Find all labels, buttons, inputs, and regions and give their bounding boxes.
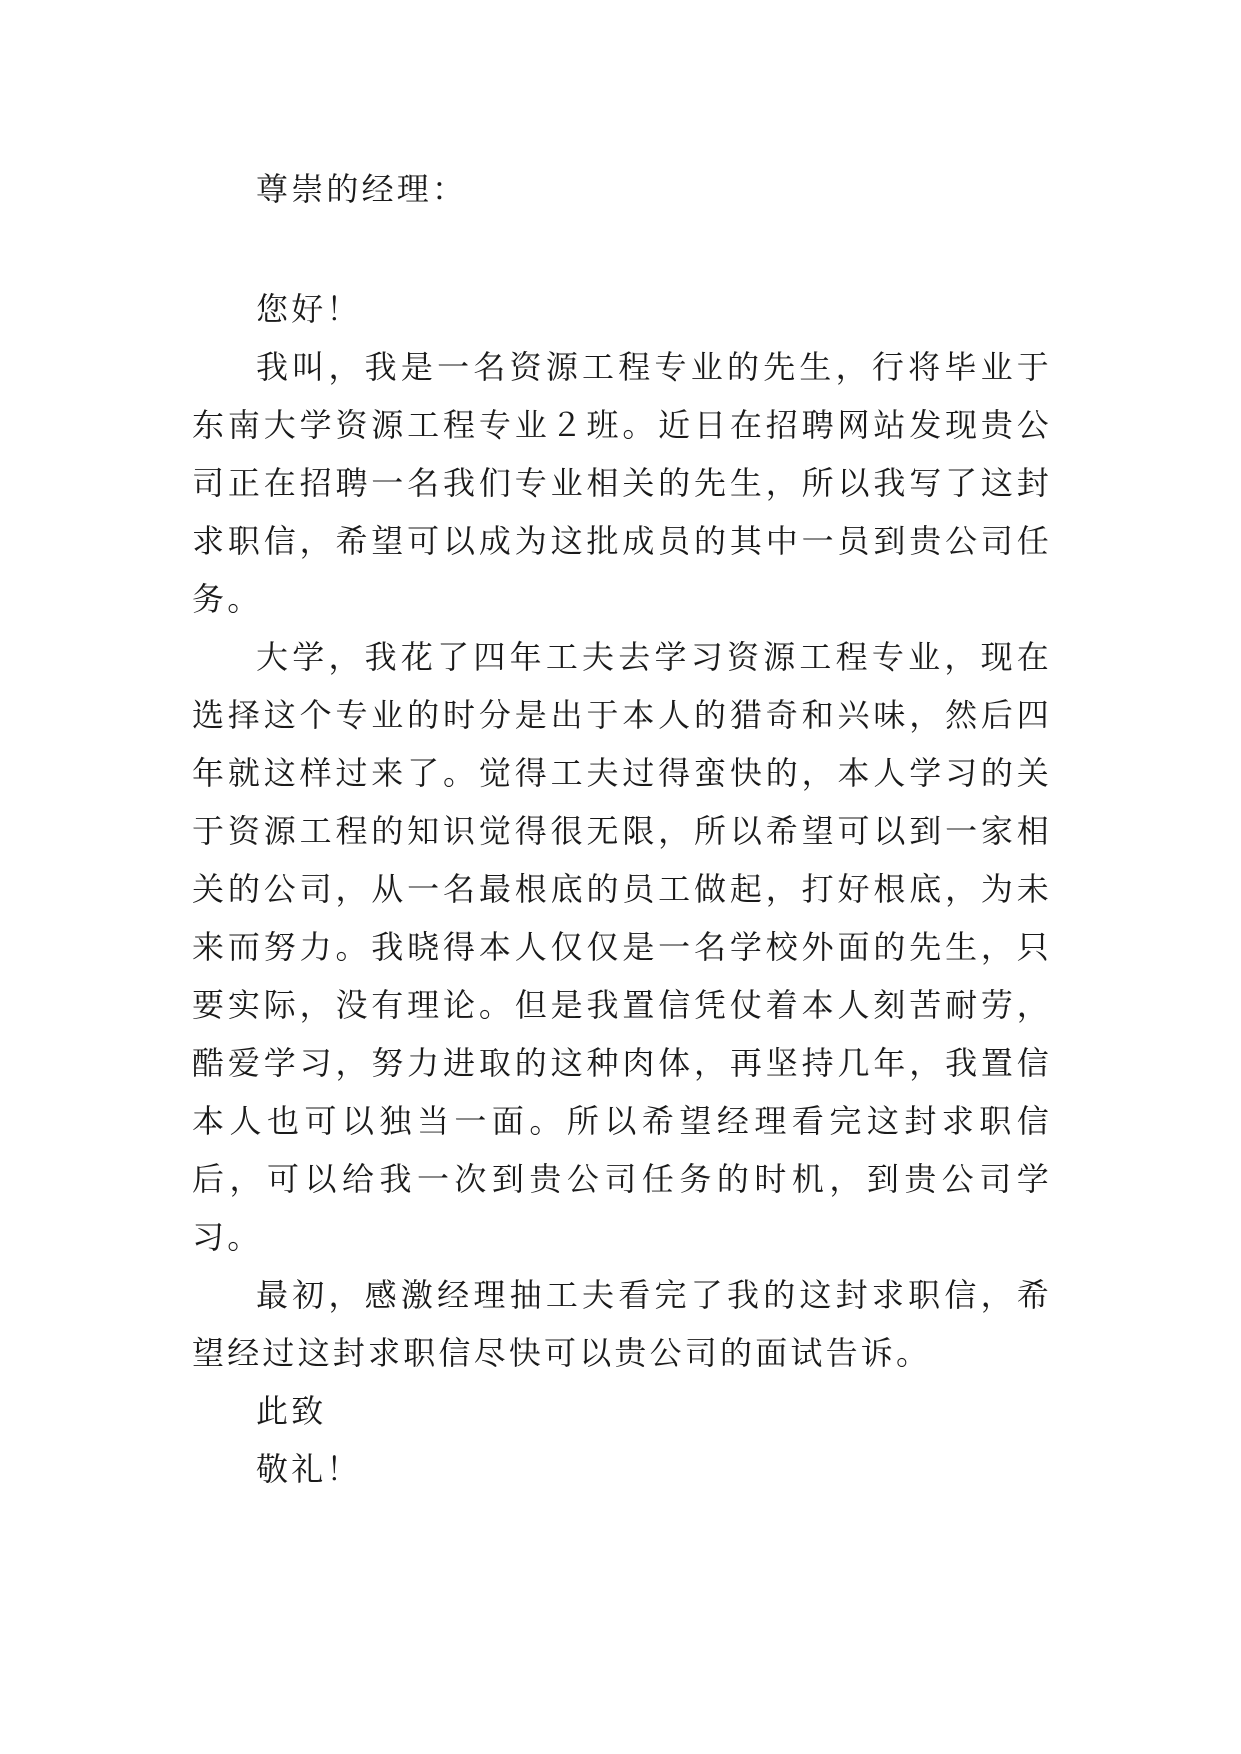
letter-greeting: 您好！ — [256, 290, 362, 328]
letter-paragraph-thanks: 最初，感激经理抽工夫看完了我的这封求职信，希望经过这封求职信尽快可以贵公司的面试告诉。 — [192, 1276, 1052, 1372]
letter-closing-jingli: 敬礼！ — [256, 1450, 362, 1488]
letter-paragraph-intro: 我叫，我是一名资源工程专业的先生，行将毕业于东南大学资源工程专业２班。近日在招聘网站发现贵公司正在招聘一名我们专业相关的先生，所以我写了这封求职信，希望可以成为这批成员的其中一员到贵公司任务。 — [192, 348, 1052, 618]
letter-closing-cizhi: 此致 — [256, 1392, 327, 1430]
letter-paragraph-study: 大学，我花了四年工夫去学习资源工程专业，现在选择这个专业的时分是出于本人的猎奇和兴味，然后四年就这样过来了。觉得工夫过得蛮快的，本人学习的关于资源工程的知识觉得很无限，所以希望可以到一家相关的公司，从一名最根底的员工做起，打好根底，为未来而努力。我晓得本人仅仅是一名学校外面的先生，只要实际，没有理论。但是我置信凭仗着本人刻苦耐劳，酷爱学习，努力进取的这种肉体，再坚持几年，我置信本人也可以独当一面。所以希望经理看完这封求职信后，可以给我一次到贵公司任务的时机，到贵公司学习。 — [192, 638, 1052, 1256]
cover-letter — [192, 160, 1052, 1498]
letter-salutation: 尊崇的经理： — [256, 170, 468, 208]
